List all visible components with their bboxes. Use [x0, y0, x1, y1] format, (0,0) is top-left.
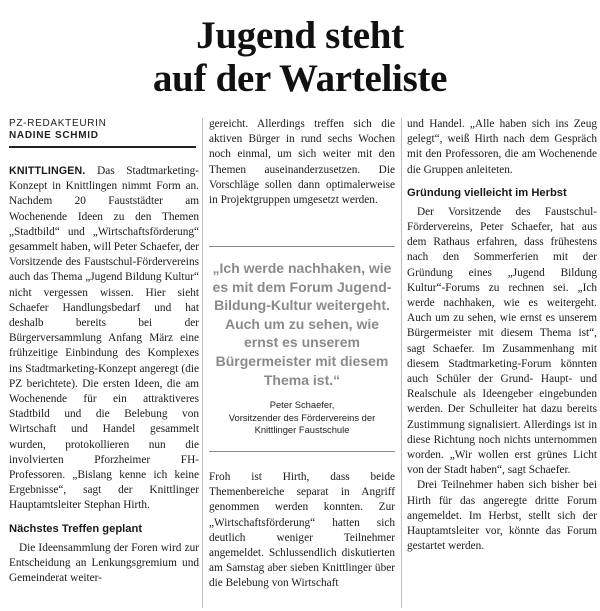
- byline: [9, 118, 199, 142]
- article-column-3: [407, 117, 597, 554]
- headline-line1: Jugend steht: [196, 14, 404, 57]
- lead-paragraph: [9, 164, 199, 514]
- paragraph: Froh ist Hirth, dass beide Themenbereiche separat in Angriff genommen werden konnten. Zur „Wirtschaftsförderung“ hatten sich deutlich weniger Teilnehmer angemeldet. Schlussendlich diskutierten am Samstag aber sieben Knittlinger über die Belebung von Wirtschaft: [209, 471, 395, 590]
- paragraph: Der Vorsitzende des Faustschul-Fördervereins, Peter Schaefer, hat aus dem Rathaus erfahren, dass frühestens nach den Sommerferien mit der Gründung eines „Jugend Bildung Kultur“-Forums zu rechnen sei. „Ich werde nachhaken, wie es weitergeht. Auch um zu sehen, wie ernst es unserem Bürgermeister mit diesem Thema ist“, sagt Schaefer. Im Zusammenhang mit diesem Stadtmarketing-Forum könnten auch Schüler der Grund- Haupt- und Realschule als Ideengeber eingebunden werden. Der Schulleiter hat dazu bereits Zustimmung signalisiert. Allerdings ist in diese Richtung noch nichts unternommen worden. „Wir wollen erst grünes Licht von der Stadt haben“, sagt Schaefer.: [407, 205, 597, 477]
- headline-line2: auf der Warteliste: [152, 57, 448, 100]
- article-column-1: [9, 164, 199, 586]
- dateline: KNITTLINGEN.: [9, 165, 86, 177]
- paragraph: Die Ideensammlung der Foren wird zur Entscheidung an Lenkungsgremium und Gemeinderat weiter-: [9, 541, 199, 585]
- subhead-next-meeting: Nächstes Treffen geplant: [9, 522, 143, 535]
- column-divider-left: [202, 118, 203, 608]
- pull-quote: [209, 246, 395, 452]
- lead-text: Das Stadtmarketing-Konzept in Knittlingen nimmt Form an. Nachdem 20 Fauststädter am Wochenende Ideen zu den Themen „Stadtbild“ und „Wirtschaftsförderung“ gesammelt haben, will Peter Schaefer, der Vorsitzende des Faustschul-Fördervereins auch das Thema „Jugend Bildung Kultur“ nicht vergessen wissen. Hier sieht Schaefer Handlungsbedarf und hat deshalb bereits bei der Bürgerversammlung Anfang März eine frühzeitige Einbindung des Komplexes ins Stadtmarketing-Konzept angeregt (die PZ berichtete). Die ersten Ideen, die am Wochenende für ein attraktiveres Stadtbild und die Belebung von Wirtschaft und Handel gesammelt wurden, protokollieren nun die involvierten Pforzheimer FH-Professoren. „Bislang kenne ich keine Ergebnisse“, sagt der Knittlinger Hauptamtsleiter Stephan Hirth.: [9, 165, 199, 512]
- pull-quote-attribution-role: Vorsitzender des Fördervereins der Knittlinger Faustschule: [228, 412, 376, 436]
- paragraph: Drei Teilnehmer haben sich bisher bei Hirth für das angeregte dritte Forum angemeldet. Im Herbst, stellt sich der Hauptamtsleiter vor, könnte das Forum gestartet werden.: [407, 479, 597, 553]
- byline-label: PZ-REDAKTEURIN: [9, 118, 107, 129]
- byline-author-name: NADINE SCHMID: [9, 130, 99, 141]
- column-divider-right: [401, 118, 402, 608]
- pull-quote-text: „Ich werde nachhaken, wie es mit dem Forum Jugend-Bildung-Kultur weitergeht. Auch um zu sehen, wie ernst es unserem Bürgermeister mit diesem Thema ist.“: [212, 260, 392, 388]
- paragraph: und Handel. „Alle haben sich ins Zeug gelegt“, weiß Hirth nach dem Gespräch mit den Professoren, die am Wochenende die Gruppen anleiteten.: [407, 118, 597, 176]
- pull-quote-attribution-name: Peter Schaefer,: [269, 399, 335, 411]
- subhead-founding-autumn: Gründung vielleicht im Herbst: [407, 186, 567, 199]
- paragraph: gereicht. Allerdings treffen sich die aktiven Bürger in rund sechs Wochen noch einmal, um sich weiter mit den Themen auseinanderzusetzen. Die Vorschläge sollen dann optimalerweise in Projektgruppen umgesetzt werden.: [209, 118, 395, 207]
- article-column-2-top: [209, 117, 395, 208]
- byline-rule: [9, 146, 196, 148]
- headline: [0, 14, 600, 100]
- article-column-2-bottom: [209, 470, 395, 592]
